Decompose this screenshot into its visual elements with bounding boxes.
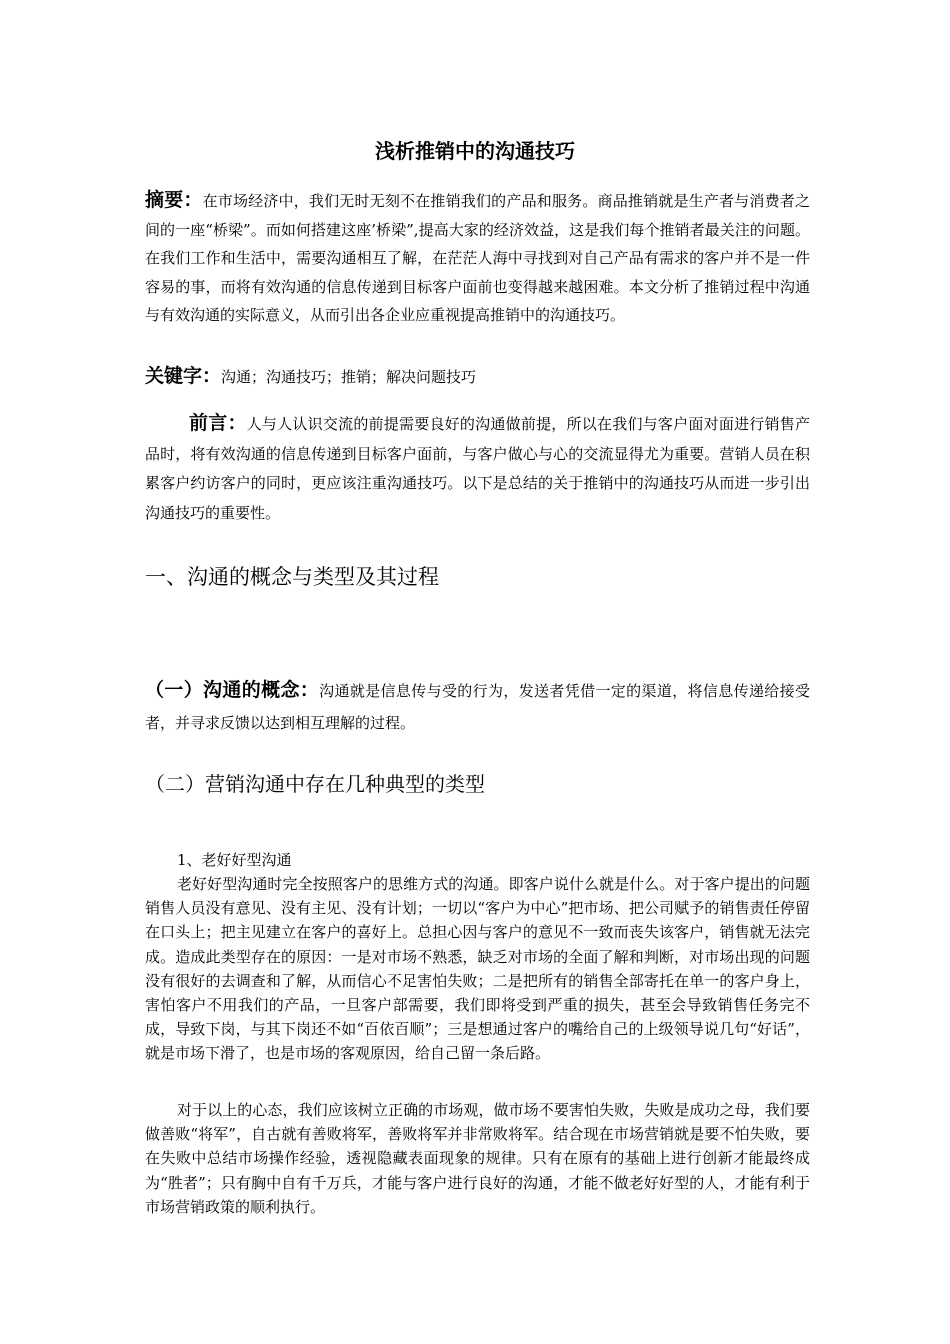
type1-paragraph-2: 对于以上的心态，我们应该树立正确的市场观，做市场不要害怕失败，失败是成功之母，我们要做善败“将军”，自古就有善败将军，善败将军并非常败将军。结合现在市场营销就是要不怕失败，要在失败中总结市场操作经验，透视隐藏表面现象的规律。只有在原有的基础上进行创新才能最终成为“胜者”；只有胸中自有千万兵，才能与客户进行良好的沟通，才能不做老好好型的人，才能有利于市场营销政策的顺利执行。 [145, 1101, 810, 1216]
section-heading-1: 一、沟通的概念与类型及其过程 [145, 565, 439, 589]
keywords-text: 沟通；沟通技巧；推销；解决问题技巧 [221, 368, 477, 386]
type1-paragraph-1: 老好好型沟通时完全按照客户的思维方式的沟通。即客户说什么就是什么。对于客户提出的问题销售人员没有意见、没有主见、没有计划；一切以“客户为中心”把市场、把公司赋予的销售责任停留在口头上；把主见建立在客户的喜好上。总担心因与客户的意见不一致而丧失该客户，销售就无法完成。造成此类型存在的原因：一是对市场不熟悉，缺乏对市场的全面了解和判断，对市场出现的问题没有很好的去调查和了解，从而信心不足害怕失败；二是把所有的销售全部寄托在单一的客户身上，害怕客户不用我们的产品，一旦客户部需要，我们即将受到严重的损失，甚至会导致销售任务完不成，导致下岗，与其下岗还不如“百依百顺”；三是想通过客户的嘴给自己的上级领导说几句“好话”，就是市场下滑了，也是市场的客观原因，给自己留一条后路。 [145, 875, 810, 1063]
concept-label: （一）沟通的概念： [145, 679, 320, 701]
types-heading: （二）营销沟通中存在几种典型的类型 [145, 772, 485, 796]
concept-text: 沟通就是信息传与受的行为，发送者凭借一定的渠道，将信息传递给接受者，并寻求反馈以达到相互理解的过程。 [145, 682, 810, 732]
type1-title: 1、老好好型沟通 [177, 851, 292, 869]
keywords-paragraph [145, 361, 810, 392]
abstract-label: 摘要： [145, 189, 203, 211]
preface-paragraph [145, 409, 810, 528]
concept-paragraph [145, 674, 810, 739]
abstract-text: 在市场经济中，我们无时无刻不在推销我们的产品和服务。商品推销就是生产者与消费者之间的一座“桥梁”。而如何搭建这座’桥梁”,提高大家的经济效益，这是我们每个推销者最关注的问题。在我们工作和生活中，需要沟通相互了解，在茫茫人海中寻找到对自己产品有需求的客户并不是一件容易的事，而将有效沟通的信息传递到目标客户面前也变得越来越困难。本文分析了推销过程中沟通与有效沟通的实际意义，从而引出各企业应重视提高推销中的沟通技巧。 [145, 192, 810, 325]
abstract-paragraph [145, 186, 810, 330]
document-title: 浅析推销中的沟通技巧 [375, 139, 575, 163]
preface-text: 人与人认识交流的前提需要良好的沟通做前提，所以在我们与客户面对面进行销售产品时，将有效沟通的信息传递到目标客户面前，与客户做心与心的交流显得尤为重要。营销人员在积累客户约访客户的同时，更应该注重沟通技巧。以下是总结的关于推销中的沟通技巧从而进一步引出沟通技巧的重要性。 [145, 415, 810, 522]
keywords-label: 关键字： [145, 365, 222, 387]
preface-label: 前言： [189, 412, 247, 434]
